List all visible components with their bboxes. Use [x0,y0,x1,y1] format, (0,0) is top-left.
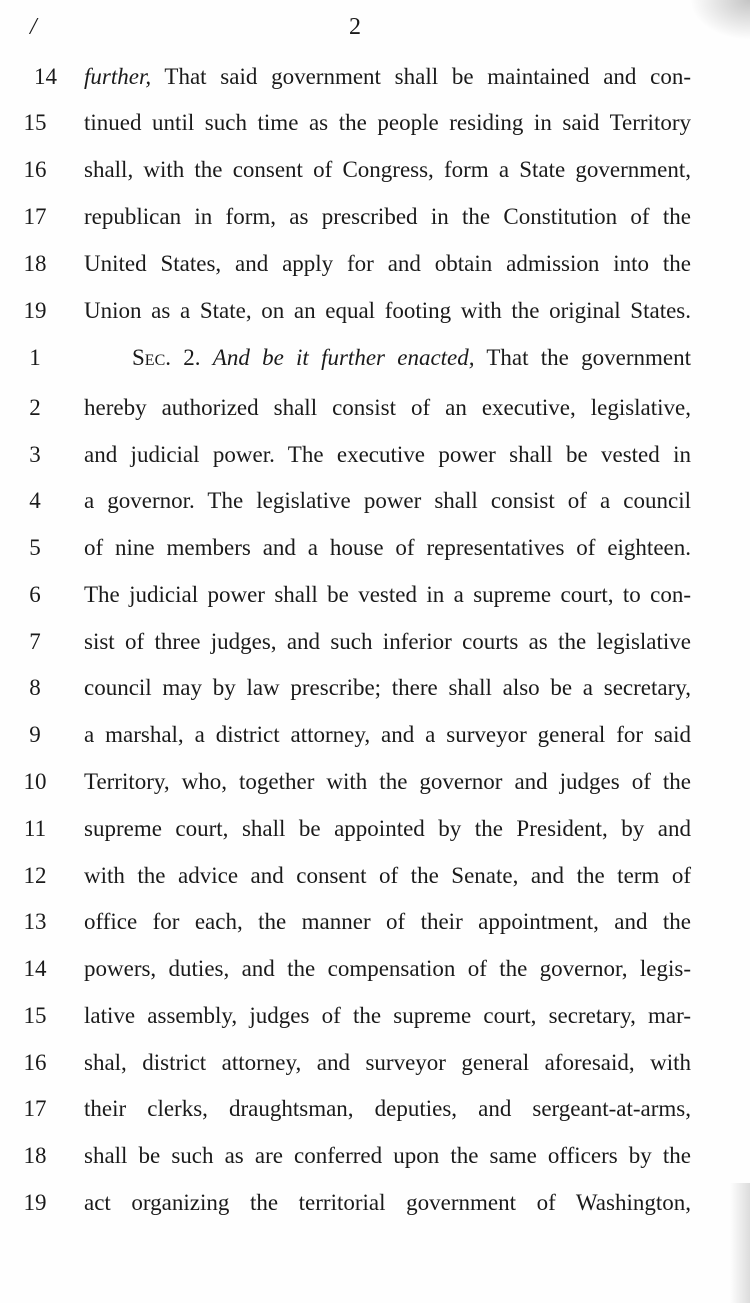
text-line [0,296,750,326]
text-line [0,814,750,844]
line-number: 4 [29,488,41,513]
line-text: of nine members and a house of representatives of eighteen. [84,535,691,560]
line-text: their clerks, draughtsman, deputies, and sergeant-at-arms, [84,1096,691,1121]
text-line [0,249,750,279]
line-number: 16 [23,1050,47,1075]
line-number: 11 [23,816,47,841]
line-text [84,343,691,373]
text-line [0,673,750,703]
line-text: shall be such as are conferred upon the same officers by the [84,1143,691,1168]
text-line [0,767,750,797]
line-text: and judicial power. The executive power shall be vested in [84,442,691,467]
text-line [0,343,750,373]
line-number: 5 [29,535,41,560]
line-number: 14 [23,956,47,981]
line-text: Territory, who, together with the governor and judges of the [84,769,691,794]
line-number: 6 [29,582,41,607]
line-number: 15 [23,110,47,135]
text-line [0,1188,750,1218]
text-line [0,108,750,138]
line-number: 18 [23,1143,47,1168]
line-text: lative assembly, judges of the supreme court, secretary, mar- [84,1003,691,1028]
line-text: a marshal, a district attorney, and a surveyor general for said [84,722,691,747]
line-number: 15 [23,1003,47,1028]
line-number: 13 [23,909,47,934]
line-text: tinued until such time as the people residing in said Territory [84,110,691,135]
line-number: 16 [23,157,47,182]
text-line [0,954,750,984]
line-text: republican in form, as prescribed in the Constitution of the [84,204,691,229]
line-number: 10 [23,769,47,794]
line-text: United States, and apply for and obtain admission into the [84,251,691,276]
line-number: 9 [29,722,41,747]
line-text-body: That said government shall be maintained and con- [164,64,691,89]
text-line [0,202,750,232]
line-text: supreme court, shall be appointed by the President, by and [84,816,691,841]
line-text: shal, district attorney, and surveyor general aforesaid, with [84,1050,691,1075]
line-text: office for each, the manner of their appointment, and the [84,909,691,934]
text-line [0,533,750,563]
line-text: act organizing the territorial government of Washington, [84,1190,691,1215]
line-number: 14 [34,64,57,89]
line-text: with the advice and consent of the Senate, and the term of [84,863,691,888]
text-line [0,1048,750,1078]
line-number: 1 [29,345,41,370]
text-line [0,393,750,423]
line-number: 8 [29,675,41,700]
line-text: Union as a State, on an equal footing with the original States. [84,298,691,323]
section-heading: Sec. 2. [132,345,201,370]
text-line [0,861,750,891]
line-text: a governor. The legislative power shall consist of a council [84,488,691,513]
line-text: shall, with the consent of Congress, form a State government, [84,157,691,182]
text-line [0,627,750,657]
line-text: The judicial power shall be vested in a supreme court, to con- [84,582,691,607]
text-line [0,1094,750,1124]
line-text: powers, duties, and the compensation of the governor, legis- [84,956,691,981]
line-text: council may by law prescribe; there shall also be a secretary, [84,675,691,700]
line-number: 3 [29,442,41,467]
text-line [0,62,750,92]
line-number: 19 [23,298,47,323]
margin-mark: / [30,14,37,40]
text-line [0,580,750,610]
text-line [0,440,750,470]
line-number: 17 [23,1096,47,1121]
line-number: 7 [29,629,41,654]
text-line [0,907,750,937]
text-line [0,720,750,750]
enacting-clause: And be it further enacted, [212,345,475,370]
text-line [0,486,750,516]
italic-lead: further, [84,64,152,89]
text-line [0,155,750,185]
line-number: 19 [23,1190,47,1215]
text-line [0,1001,750,1031]
line-number: 12 [23,863,47,888]
line-text: hereby authorized shall consist of an executive, legislative, [84,395,691,420]
page-number: 2 [349,14,361,40]
text-line [0,1141,750,1171]
line-number: 2 [29,395,41,420]
line-number: 18 [23,251,47,276]
line-text-body: That the government [486,345,691,370]
line-text: sist of three judges, and such inferior courts as the legislative [84,629,691,654]
line-number: 17 [23,204,47,229]
line-text [84,62,691,92]
